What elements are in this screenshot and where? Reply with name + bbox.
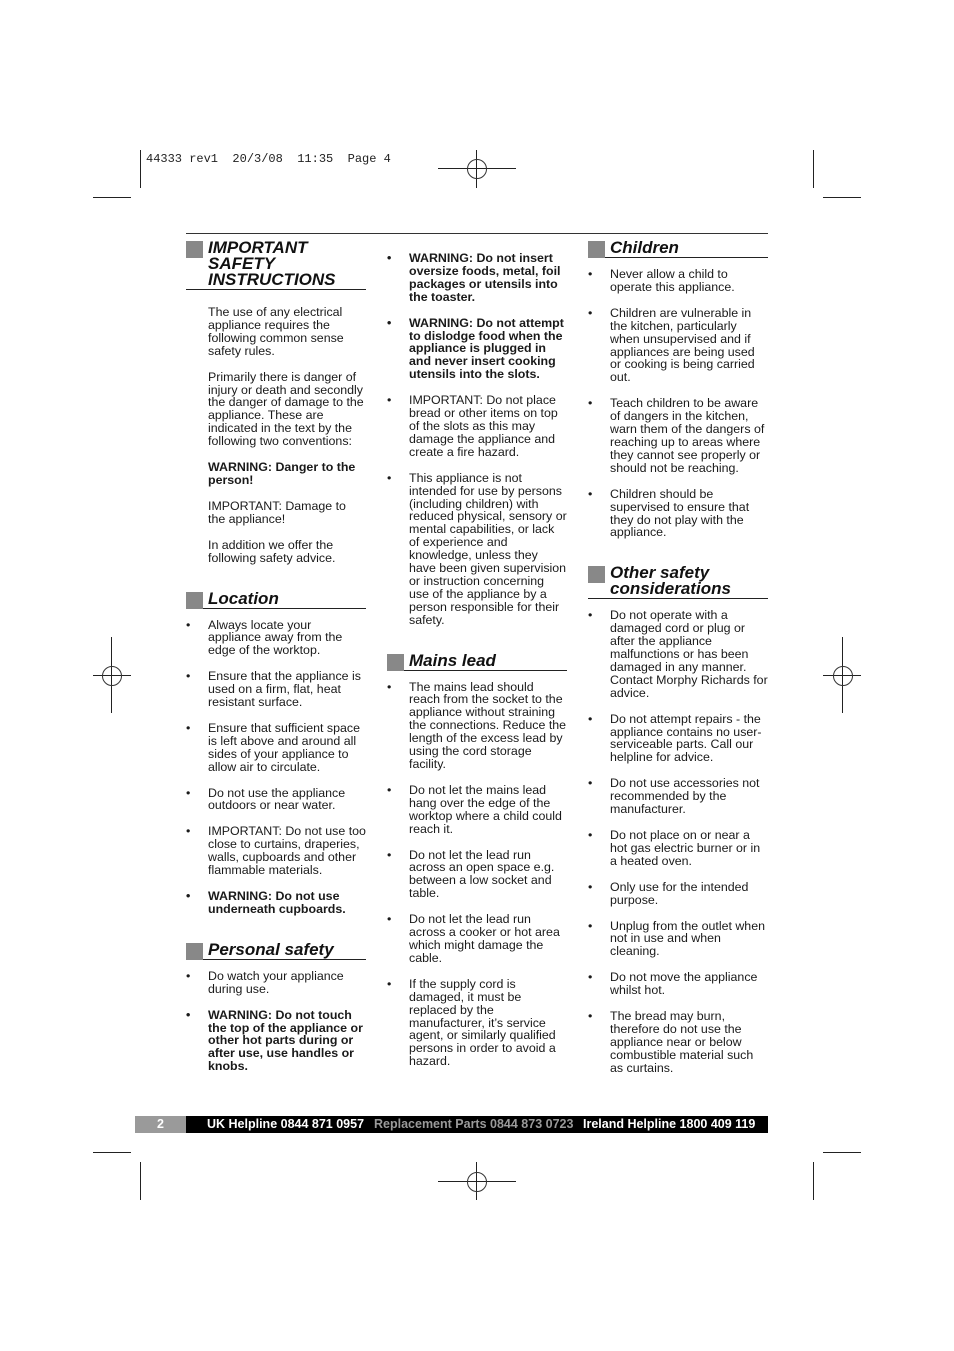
list-item: • Always locate your appliance away from the edge of the worktop.: [186, 619, 366, 658]
column-3: [588, 240, 768, 1088]
heading-square-icon: [186, 241, 203, 258]
column-2: [387, 252, 567, 1081]
list-item: • Do not attempt repairs - the appliance contains no user-serviceable parts. Call our helpline for advice.: [588, 713, 768, 765]
paragraph: Primarily there is danger of injury or death and secondly the danger of damage to the appliance. These are indicated in the text by the following two conventions:: [208, 369, 364, 449]
registration-mark-icon: [467, 1172, 487, 1192]
crop-mark: [140, 1162, 141, 1200]
list-item: • Do not let the mains lead hang over the edge of the worktop where a child could reach it.: [387, 784, 567, 836]
crop-mark: [93, 197, 131, 198]
list-item: • Unplug from the outlet when not in use and when cleaning.: [588, 920, 768, 959]
registration-mark-icon: [467, 159, 487, 179]
paragraph: In addition we offer the following safety advice.: [208, 537, 336, 565]
top-rule: [186, 233, 768, 234]
list-item: • Ensure that sufficient space is left above and around all sides of your appliance to allow air to circulate.: [186, 722, 366, 774]
section-children: [588, 240, 768, 539]
list-item: • Do not let the lead run across an open space e.g. between a low socket and table.: [387, 849, 567, 901]
crop-mark: [823, 197, 861, 198]
list-item: • Children are vulnerable in the kitchen, particularly when unsupervised and if appliances are being used or cooking is being carried out.: [588, 307, 768, 384]
list-item: • Teach children to be aware of dangers in the kitchen, warn them of the dangers of reaching up to areas where they cannot see properly or should not be reaching.: [588, 397, 768, 474]
list-item: • If the supply cord is damaged, it must be replaced by the manufacturer, it’s service agent, or similarly qualified persons in order to avoid a hazard.: [387, 978, 567, 1068]
heading-square-icon: [588, 241, 605, 258]
crop-mark: [813, 150, 814, 188]
list-item: • Never allow a child to operate this appliance.: [588, 268, 768, 294]
section-heading: Mains lead: [387, 653, 567, 671]
section-heading: Location: [186, 591, 366, 609]
heading-square-icon: [387, 654, 404, 671]
heading-square-icon: [186, 592, 203, 609]
uk-helpline: UK Helpline 0844 871 0957: [207, 1117, 365, 1131]
replacement-parts: Replacement Parts 0844 873 0723: [374, 1117, 574, 1131]
list-item: • The bread may burn, therefore do not use the appliance near or below combustible material such as curtains.: [588, 1010, 768, 1075]
list-item: • Do not use accessories not recommended by the manufacturer.: [588, 777, 768, 816]
list-item: • Do not move the appliance whilst hot.: [588, 971, 768, 997]
paragraph: IMPORTANT: Damage to the appliance!: [208, 498, 346, 526]
list-item: • Children should be supervised to ensure that they do not play with the appliance.: [588, 488, 768, 540]
crop-mark: [823, 1152, 861, 1153]
section-heading: IMPORTANT SAFETY INSTRUCTIONS: [186, 240, 366, 290]
page-number: 2: [135, 1116, 186, 1133]
ireland-helpline: Ireland Helpline 1800 409 119: [583, 1117, 756, 1131]
section-important-safety: [186, 240, 366, 565]
list-item: • WARNING: Do not use underneath cupboards.: [186, 890, 366, 916]
list-item: • Do not use the appliance outdoors or near water.: [186, 787, 366, 813]
section-heading: Children: [588, 240, 768, 258]
registration-mark-icon: [102, 666, 122, 686]
section-other-safety: [588, 565, 768, 1074]
heading-square-icon: [588, 566, 605, 583]
list-item: • IMPORTANT: Do not use too close to curtains, draperies, walls, cupboards and other flammable materials.: [186, 825, 366, 877]
section-personal-safety: [186, 939, 366, 1074]
list-item: • WARNING: Do not attempt to dislodge food when the appliance is plugged in and never insert cooking utensils into the slots.: [387, 317, 567, 382]
list-item: • This appliance is not intended for use by persons (including children) with reduced physical, sensory or mental capabilities, or lack of experience and knowledge, unless they have been given supervision or instruction concerning use of the appliance by a person responsible for their safety.: [387, 472, 567, 627]
footer-bar: [135, 1116, 768, 1133]
section-location: [186, 588, 366, 916]
list-item: • Ensure that the appliance is used on a firm, flat, heat resistant surface.: [186, 670, 366, 709]
section-warnings: [387, 252, 567, 627]
crop-mark: [813, 1162, 814, 1200]
registration-mark-icon: [833, 666, 853, 686]
crop-mark: [93, 1152, 131, 1153]
paragraph: WARNING: Danger to the person!: [208, 460, 356, 487]
list-item: • WARNING: Do not touch the top of the appliance or other hot parts during or after use, use handles or knobs.: [186, 1009, 366, 1074]
list-item: • Do not place on or near a hot gas electric burner or in a heated oven.: [588, 829, 768, 868]
list-item: • Do watch your appliance during use.: [186, 970, 366, 996]
list-item: • Do not let the lead run across a cooker or hot area which might damage the cable.: [387, 913, 567, 965]
crop-mark: [140, 150, 141, 188]
section-heading: Personal safety: [186, 942, 366, 960]
list-item: • WARNING: Do not insert oversize foods, metal, foil packages or utensils into the toaster.: [387, 252, 567, 304]
column-1: [186, 240, 366, 1086]
list-item: • Only use for the intended purpose.: [588, 881, 768, 907]
print-slug: 44333 rev1 20/3/08 11:35 Page 4: [146, 152, 391, 166]
paragraph: The use of any electrical appliance requires the following common sense safety rules.: [208, 305, 344, 358]
section-heading: Other safety considerations: [588, 565, 768, 599]
list-item: • IMPORTANT: Do not place bread or other items on top of the slots as this may damage the appliance and create a fire hazard.: [387, 394, 567, 459]
heading-square-icon: [186, 943, 203, 960]
list-item: • Do not operate with a damaged cord or plug or after the appliance malfunctions or has been damaged in any manner. Contact Morphy Richards for advice.: [588, 609, 768, 699]
list-item: • The mains lead should reach from the socket to the appliance without straining the connections. Reduce the length of the excess lead by using the cord storage facility.: [387, 681, 567, 771]
section-mains-lead: [387, 650, 567, 1069]
